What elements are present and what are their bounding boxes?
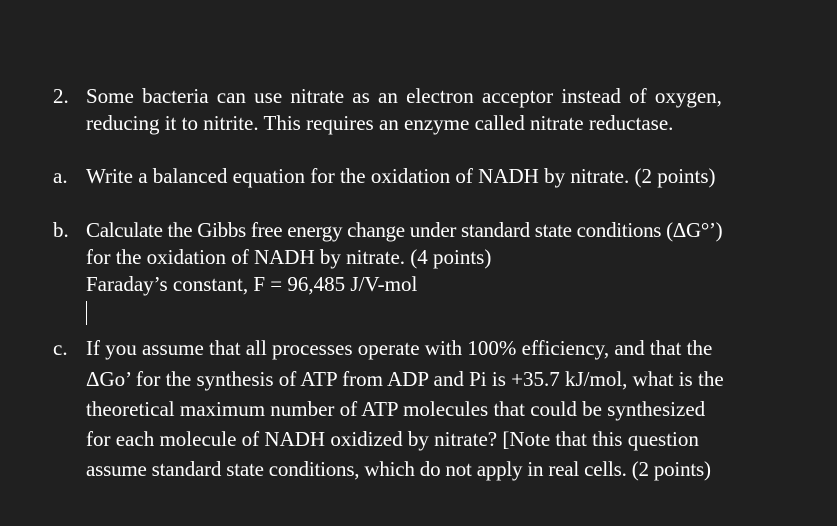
part-b-line-1: Calculate the Gibbs free energy change under standard state conditions (ΔG°’) [86, 218, 723, 242]
part-c-line-1: If you assume that all processes operate with 100% efficiency, and that the [86, 336, 713, 360]
part-b-line-2: for the oxidation of NADH by nitrate. (4 points) [86, 245, 492, 269]
part-a-label: a. [53, 164, 68, 188]
question-number: 2. [53, 84, 69, 108]
text-cursor [86, 301, 87, 325]
part-b-label: b. [53, 218, 69, 242]
question-2-line-2: reducing it to nitrite. This requires an enzyme called nitrate reductase. [86, 111, 674, 135]
part-a-line-1: Write a balanced equation for the oxidation of NADH by nitrate. (2 points) [86, 164, 716, 188]
part-c-line-4: for each molecule of NADH oxidized by nitrate? [Note that this question [86, 427, 699, 451]
part-c-line-5: assume standard state conditions, which do not apply in real cells. (2 points) [86, 457, 711, 481]
part-b-line-3: Faraday’s constant, F = 96,485 J/V-mol [86, 272, 418, 296]
part-c-line-2: ΔGo’ for the synthesis of ATP from ADP and Pi is +35.7 kJ/mol, what is the [86, 367, 724, 391]
part-c-line-3: theoretical maximum number of ATP molecules that could be synthesized [86, 397, 706, 421]
question-2-line-1: Some bacteria can use nitrate as an electron acceptor instead of oxygen, [86, 84, 722, 108]
part-c-label: c. [53, 336, 68, 360]
